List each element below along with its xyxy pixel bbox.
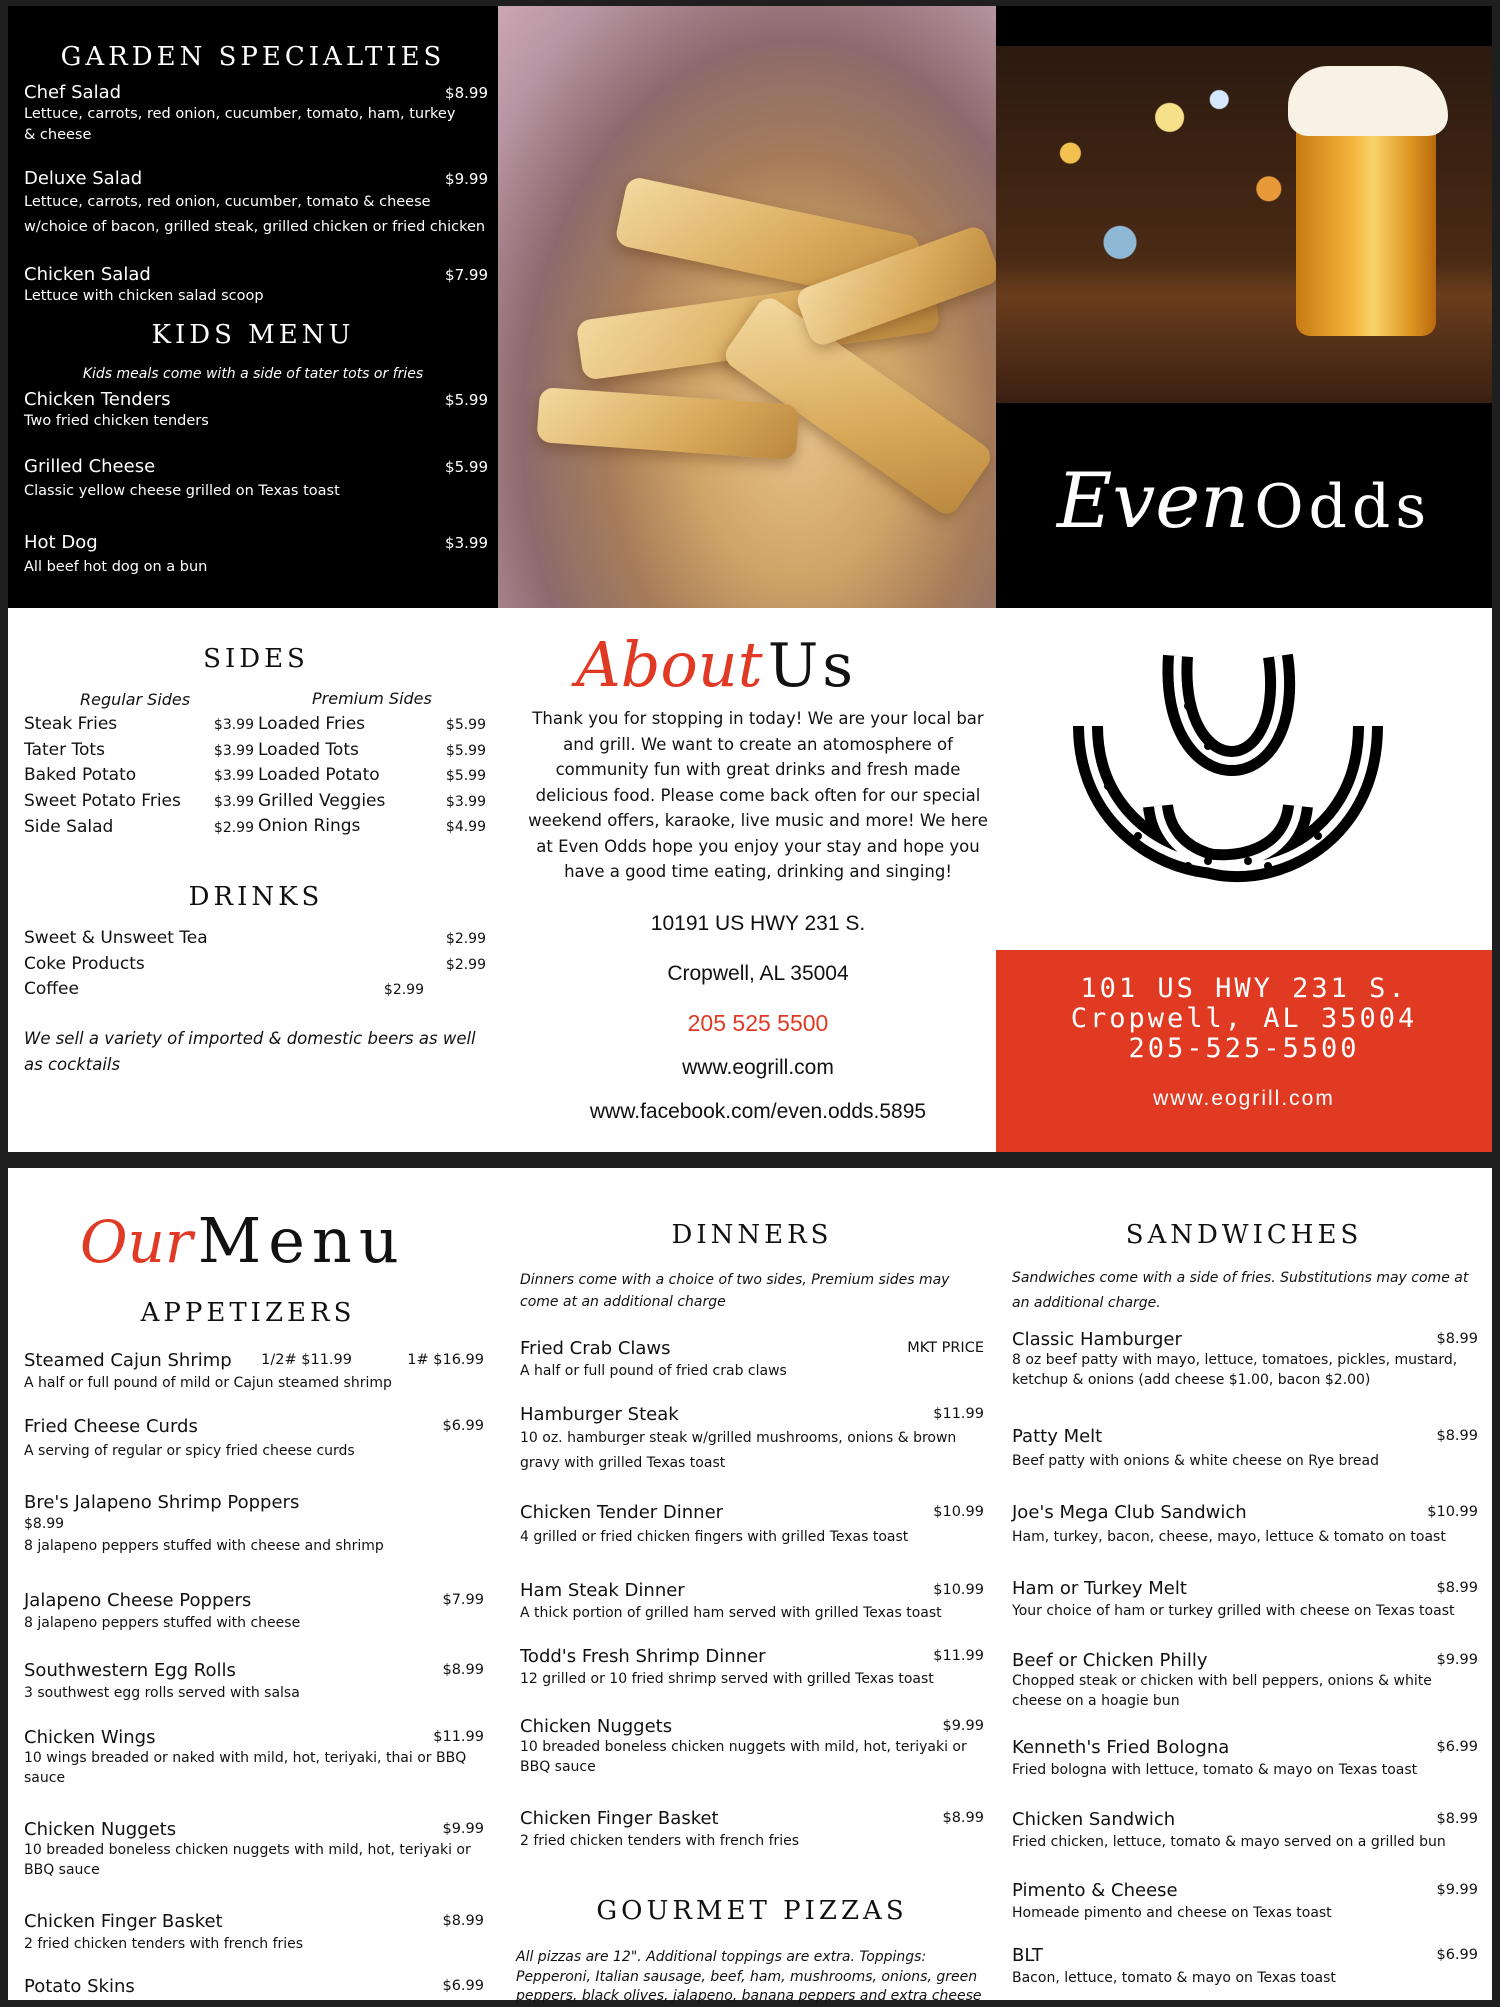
side-item: Grilled Veggies $3.99 bbox=[258, 791, 486, 811]
drink-item: Coke Products $2.99 bbox=[24, 954, 486, 974]
menu-item: Chicken Salad $7.99 Lettuce with chicken salad scoop bbox=[24, 264, 488, 304]
info-panel bbox=[8, 608, 1492, 1152]
menu-item: BLT $6.99 Bacon, lettuce, tomato & mayo on Texas toast bbox=[1012, 1945, 1478, 1986]
side-item: Loaded Potato $5.99 bbox=[258, 765, 486, 785]
about-website-link[interactable]: www.eogrill.com bbox=[682, 1056, 834, 1079]
dinners-title: DINNERS bbox=[671, 1220, 833, 1250]
menu-item: Bre's Jalapeno Shrimp Poppers $8.99 8 jalapeno peppers stuffed with cheese and shrimp bbox=[24, 1492, 384, 1554]
menu-item: Fried Cheese Curds $6.99 A serving of regular or spicy fried cheese curds bbox=[24, 1416, 484, 1459]
pizzas-note: All pizzas are 12". Additional toppings are extra. Toppings: Pepperoni, Italian sausage, beef, ham, mushrooms, onions, green peppers, black olives, jalapeno, banana peppers and extra cheese bbox=[516, 1949, 982, 2005]
our-menu-title: Our Menu bbox=[80, 1204, 406, 1277]
menu-item: Chicken Tenders $5.99 Two fried chicken tenders bbox=[24, 389, 488, 429]
drink-item: Coffee $2.99 bbox=[24, 979, 424, 999]
about-facebook-link[interactable]: www.facebook.com/even.odds.5895 bbox=[589, 1100, 927, 1123]
menu-item: Classic Hamburger $8.99 8 oz beef patty with mayo, lettuce, tomatoes, pickles, mustard, ketchup & onions (add cheese $1.00, bacon $2.00) bbox=[1012, 1329, 1478, 1388]
menu-item: Chicken Finger Basket $8.99 2 fried chicken tenders with french fries bbox=[520, 1808, 984, 1849]
sandwiches-title: SANDWICHES bbox=[1125, 1220, 1363, 1250]
contact-block bbox=[996, 950, 1492, 1152]
garden-kids-panel bbox=[8, 6, 498, 608]
contact-phone: 205-525-5500 bbox=[1128, 1033, 1360, 1065]
side-item: Loaded Fries $5.99 bbox=[258, 714, 486, 734]
brand-even: Even bbox=[1056, 456, 1250, 545]
menu-item: Fried Crab Claws MKT PRICE A half or full pound of fried crab claws bbox=[520, 1338, 984, 1379]
menu-item: Chicken Finger Basket $8.99 2 fried chicken tenders with french fries bbox=[24, 1911, 484, 1952]
menu-item: Kenneth's Fried Bologna $6.99 Fried bologna with lettuce, tomato & mayo on Texas toast bbox=[1012, 1737, 1478, 1778]
dinners-note: Dinners come with a choice of two sides, Premium sides may come at an additional charge bbox=[520, 1272, 950, 1310]
drinks-title: DRINKS bbox=[188, 882, 324, 912]
contact-address-line2: Cropwell, AL 35004 bbox=[1070, 1003, 1418, 1035]
contact-website-link[interactable]: www.eogrill.com bbox=[1153, 1086, 1335, 1110]
side-item: Side Salad $2.99 bbox=[24, 817, 254, 837]
menu-item: Ham Steak Dinner $10.99 A thick portion of grilled ham served with grilled Texas toast bbox=[520, 1580, 984, 1621]
sides-title: SIDES bbox=[203, 644, 309, 674]
side-item: Sweet Potato Fries $3.99 bbox=[24, 791, 254, 811]
premium-sides-label: Premium Sides bbox=[312, 689, 432, 708]
contact-address-line1: 101 US HWY 231 S. bbox=[1080, 973, 1408, 1004]
menu-item: Joe's Mega Club Sandwich $10.99 Ham, turkey, bacon, cheese, mayo, lettuce & tomato on toast bbox=[1012, 1502, 1478, 1545]
side-item: Onion Rings $4.99 bbox=[258, 816, 486, 836]
fries-photo bbox=[498, 6, 996, 608]
menu-item: Chef Salad $8.99 Lettuce, carrots, red onion, cucumber, tomato, ham, turkey & cheese bbox=[24, 82, 488, 144]
menu-item: Jalapeno Cheese Poppers $7.99 8 jalapeno peppers stuffed with cheese bbox=[24, 1590, 484, 1631]
menu-item: Grilled Cheese $5.99 Classic yellow cheese grilled on Texas toast bbox=[24, 456, 488, 499]
drinks-note: We sell a variety of imported & domestic beers as well as cocktails bbox=[24, 1029, 476, 1074]
menu-item: Chicken Tender Dinner $10.99 4 grilled or fried chicken fingers with grilled Texas toast bbox=[520, 1502, 984, 1545]
side-item: Steak Fries $3.99 bbox=[24, 714, 254, 734]
menu-item: Chicken Nuggets $9.99 10 breaded boneless chicken nuggets with mild, hot, teriyaki or BBQ sauce bbox=[520, 1716, 984, 1775]
menu-item: Patty Melt $8.99 Beef patty with onions & white cheese on Rye bread bbox=[1012, 1426, 1478, 1469]
pizzas-title: GOURMET PIZZAS bbox=[596, 1896, 908, 1926]
fry-shape bbox=[536, 387, 799, 460]
about-phone: 205 525 5500 bbox=[687, 1010, 829, 1036]
beer-foam bbox=[1288, 66, 1448, 136]
about-address-line2: Cropwell, AL 35004 bbox=[667, 962, 849, 985]
menu-item: Chicken Nuggets $9.99 10 breaded boneless chicken nuggets with mild, hot, teriyaki or BBQ sauce bbox=[24, 1819, 484, 1878]
beer-brand-panel bbox=[996, 6, 1492, 608]
brand-odds: Odds bbox=[1254, 472, 1432, 542]
main-menu-panel bbox=[8, 1168, 1492, 2005]
about-paragraph: Thank you for stopping in today! We are your local bar and grill. We want to create an atomosphere of community fun with great drinks and fresh made delicious food. Please come back often for our special weekend offers, karaoke, live music and more! We here at Even Odds hope you enjoy your stay and hope you have a good time eating, drinking and singing! bbox=[528, 709, 988, 882]
side-item: Tater Tots $3.99 bbox=[24, 740, 254, 760]
menu-item: Chicken Wings $11.99 10 wings breaded or naked with mild, hot, teriyaki, thai or BBQ sauce bbox=[24, 1727, 484, 1786]
menu-item: Steamed Cajun Shrimp 1# $16.99 1/2# $11.99 A half or full pound of mild or Cajun steamed shrimp bbox=[24, 1350, 484, 1391]
kids-note: Kids meals come with a side of tater tots or fries bbox=[82, 366, 424, 382]
menu-item: Chicken Sandwich $8.99 Fried chicken, lettuce, tomato & mayo served on a grilled bun bbox=[1012, 1809, 1478, 1850]
brand-logo bbox=[996, 456, 1492, 545]
horseshoe-logo-icon bbox=[1048, 636, 1408, 926]
appetizers-title: APPETIZERS bbox=[140, 1298, 356, 1328]
side-item: Baked Potato $3.99 bbox=[24, 765, 254, 785]
menu-item: Hamburger Steak $11.99 10 oz. hamburger steak w/grilled mushrooms, onions & brown gravy with grilled Texas toast bbox=[520, 1404, 984, 1471]
about-us-title: About Us bbox=[576, 628, 858, 701]
drink-item: Sweet & Unsweet Tea $2.99 bbox=[24, 928, 486, 948]
garden-specialties-title: GARDEN SPECIALTIES bbox=[60, 42, 446, 72]
menu-item: Deluxe Salad $9.99 Lettuce, carrots, red onion, cucumber, tomato & cheese w/choice of bacon, grilled steak, grilled chicken or fried chicken bbox=[24, 168, 488, 236]
menu-item: Hot Dog $3.99 All beef hot dog on a bun bbox=[24, 532, 488, 575]
sandwiches-note: Sandwiches come with a side of fries. Substitutions may come at an additional charge. bbox=[1012, 1270, 1469, 1311]
menu-item: Potato Skins $6.99 bbox=[24, 1976, 484, 1997]
beer-glass bbox=[1296, 116, 1436, 336]
menu-item: Ham or Turkey Melt $8.99 Your choice of ham or turkey grilled with cheese on Texas toast bbox=[1012, 1578, 1478, 1619]
menu-item: Pimento & Cheese $9.99 Homeade pimento and cheese on Texas toast bbox=[1012, 1880, 1478, 1921]
regular-sides-label: Regular Sides bbox=[80, 690, 191, 709]
menu-item: Southwestern Egg Rolls $8.99 3 southwest egg rolls served with salsa bbox=[24, 1660, 484, 1701]
menu-item: Beef or Chicken Philly $9.99 Chopped steak or chicken with bell peppers, onions & white cheese on a hoagie bun bbox=[1012, 1650, 1478, 1709]
side-item: Loaded Tots $5.99 bbox=[258, 740, 486, 760]
menu-item: Todd's Fresh Shrimp Dinner $11.99 12 grilled or 10 fried shrimp served with grilled Texas toast bbox=[520, 1646, 984, 1687]
beer-photo bbox=[996, 46, 1492, 403]
about-address-line1: 10191 US HWY 231 S. bbox=[650, 912, 866, 935]
kids-menu-title: KIDS MENU bbox=[151, 320, 355, 350]
